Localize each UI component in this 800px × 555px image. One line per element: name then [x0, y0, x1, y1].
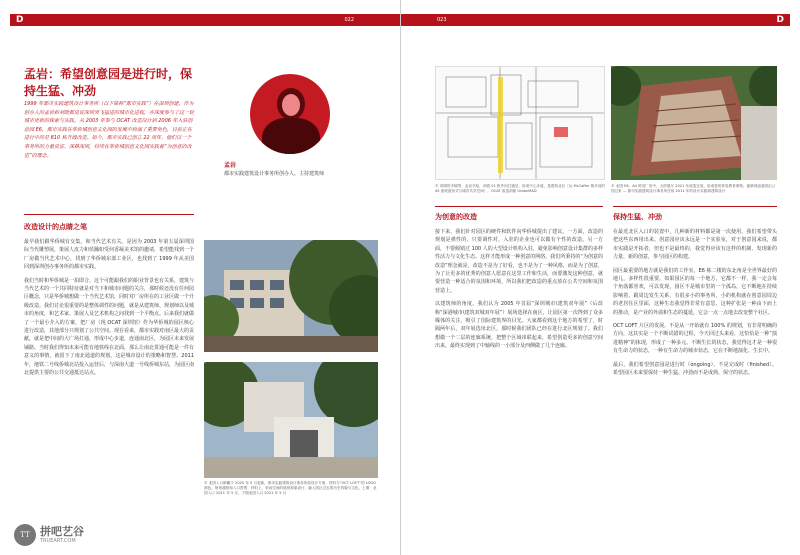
- section-heading-col2: 保持生猛、冲劲: [613, 213, 662, 221]
- divider: [435, 206, 603, 207]
- courtyard-caption: © 北园 E6，A4 栋旧厂房中，大的展厅 2021 年改造完成，形成营的体验教育事物，能够到创意园由公园过来 — 都市实践建筑设计事务所任用 2011 年的设计实践和建筑设计: [611, 184, 776, 193]
- header-band-right: [401, 14, 790, 26]
- person-role: 都市实践建筑设计事务所创办人、主持建筑师: [224, 171, 325, 177]
- paragraph: 接下来，我们针对园区的硬件和软件向华侨城提出了建议。一方面，改造的规划是弹性的，只要调性对，入驻的企业也可以做有个性的改造。另一方面，不要倾销过 100 人的大型设计机构入驻，避免影响创意设计集群的多样性活力与文化生态。这样才能形成一种创意的网络，我们所秉持的“为创意的改造”理念就是，改造不是为了好看，也不是为了一种风格，而是为了创意，为了让更多的优秀的创意人愿意在这里工作和生活，而要激发这种创意，就要营造一种适合的氛围和环境，所以我们把改造的重点放在公共空间和氛围营造上。: [435, 229, 603, 294]
- watermark-sub: TRUEART.COM: [40, 538, 76, 544]
- watermark-logo: TT: [14, 524, 36, 546]
- body-column-right-2: [613, 228, 777, 383]
- watermark-name: 拼吧艺谷: [40, 525, 84, 538]
- sketch-drawing: [435, 66, 605, 180]
- person-name: 孟岩: [224, 162, 237, 169]
- body-column-right-1: [435, 228, 603, 356]
- paragraph: OCT LOFT 片区的发展，不是从一开始就有 100% 的规划，有非常明确的方向，这其实是一个不断试错的过程，今天回过头来看，这恰恰是一种“演进精神”的体现，形成了一种多元、不断生长的状态，我觉得这才是一种很有生命力的状态，一种有生命力的城市状态，它在不断地演化、生长中。: [613, 323, 777, 355]
- paragraph: 园区最重要的地方就是我们的工作室，E6 栋二楼的东北角是全世界最好的地儿，多样性很重要，如果园区的每一个地方，它都不一样，我一定会每个角落都喜欢，可以发现，园区不是城市里的一个孤岛，它不断地在持续影响着，跟周边发生关系，有很多小的事务所，小的机构就在创意园周边的老居住区里面，这种生态我觉得非常有意思，这种扩张是一种由下而上的推动，是产业的外溢和生态的蔓延，它会一点一点地去改变整个社区。: [613, 267, 777, 316]
- watermark: [14, 524, 84, 546]
- divider: [24, 214, 194, 215]
- page-number-left: 022: [344, 17, 354, 23]
- portrait-avatar: [250, 74, 330, 154]
- body-column-left: [24, 238, 194, 383]
- divider: [613, 206, 777, 207]
- section-heading: 改造设计的点睛之笔: [24, 223, 87, 231]
- chapter-mark-right: D: [776, 15, 784, 25]
- section-heading-col1: 为创意的改造: [435, 213, 477, 221]
- article-intro: 1999 年都市实践建筑设计事务所（以下简称“都市实践”）在深圳创建，作为创办人的孟岩和刘晓都见证深圳突飞猛进的城市化进程，亦深度参与了这一轮城市更新的探索与实践。从 2003 年参与 OCAT 改造设计到 2006 年入驻创意园 E6，都市实践在华侨城创意文化园的发展中扮演了重要角色，目前正在进行中的是 810 栋升级改造。如今，都市实践已创立 22 周年，他们以一个事务所的力量见证、深耕深圳，持续在华侨城创意文化园实践着“为创意的改造”的理念。: [24, 101, 195, 159]
- sketch-caption: © 草图的手稿等，孟岩手绘，剖面 01 栋外向打通后，形成中心步道，是建筑北区（从 McCaffer 街开设的 45 座坡道形式与城市共享空间）。OCAT 改造剖面 UrbanMAD: [435, 184, 605, 193]
- paragraph: 我们当时和华侨城是一拍即合。这个可能跟我们的职业背景也有关系，建筑与当代艺术的一个共同特征就是对当下和城市问题的关注，那时候还没有任何园区概念，只是华侨城想做一个当代艺术馆，同时对厂房所在的工业区做一个升级改造。我们讨论很重要的是整体调性的问题，就是从建筑师、规划师以及城市的角度，和艺术家、策展人及艺术机构之间找到一个平衡点。后来我们就做了一个最小介入的方案，把厂房（现 OCAT 深圳馆）作为华侨城的园区核心进行改造，其他部分只规划了公共空间。现在看来，都市实践对南区最大的贡献，就是把中间的大广场打通，形成中心步道，连通南北区，为园区未来发展铺路。当时我们得知未来可能有地铁线在北面，那么让南北贯通可能是一件有意义的事情，就留下了南北通道的规划，这是城市设计的策略和智慧。2011 年，地铁二号线侨城北站投入运营后，与深南大道一号线侨城东站，为园区南北提供主要的公共交通抵达站点。: [24, 277, 195, 377]
- right-page: [400, 0, 800, 555]
- paragraph: 以建筑师的角度，我们认为 2005 年首届“深圳城市\建筑双年展”（后改称“深港城市\建筑双城双年展”）展场选择在南区，让园区第一次得到了众多媒体的关注，吸引了国际建筑界的目光。大家都看到这个地方的希望了，时隔两年后，双年展选址北区，那时候我们团队已经在进行北区规划了。我们想做一个二层的连廊系统，把整个区域串联起来，希望创造更多的创意空间出来。最终实现到了中轴线的一小部分及西侧做了几个连廊。: [435, 301, 603, 350]
- page-number-right: 023: [437, 17, 447, 23]
- chapter-mark-left: D: [16, 15, 24, 25]
- paragraph: 最早我们跟华侨城有交集，和当代艺术有关。是因为 2003 年第五届深圳国际当代雕塑展，策展人皮力和侯瀚如受何香凝美术馆的邀请，希望能找到一个厂房做当代艺术中心，找到了华侨城东部工业区，也找到了 1999 年从美国回到深圳创办事务所的都市实践。: [24, 239, 195, 271]
- photo-courtyard-aerial: [611, 66, 777, 180]
- header-band-left: [10, 14, 400, 26]
- article-title: 孟岩：希望创意园是进行时，保持生猛、冲劲: [24, 67, 193, 98]
- paragraph: 最后，我们希望创意园是进行时（ongoing），不是完成时（finished）。希望园区未来要保持一种生猛、冲劲而不是成熟、保守的状态。: [613, 361, 777, 377]
- paragraph: 在最近北区入口的装置中，几种新的材料都是第一次使用，我们希望带头把这些东西用出来。创意园应该永远是一个实验室，对于创意园来说，都市实践是开拓者，但也不是最终的，我觉得应该有这样的机制、发现新的力量、新的创意，参与园区的构建。: [613, 229, 777, 261]
- photo-caption-left: © 北园入口俯瞰于 2020 年 5 月更新，都市实践建筑设计事务所原设计方案，材料与“OCT LOFT”的 LOGO 颜色。规划道路和入口景观：材料上，采用空间的展现和原设计，融入园区过去的历史风貌与文化。上图：北园入口 2011 年 5 月，下图北园入口 2021 年 5 月: [204, 481, 377, 495]
- photo-entrance-2011: [204, 240, 378, 352]
- photo-entrance-2021: [204, 362, 378, 478]
